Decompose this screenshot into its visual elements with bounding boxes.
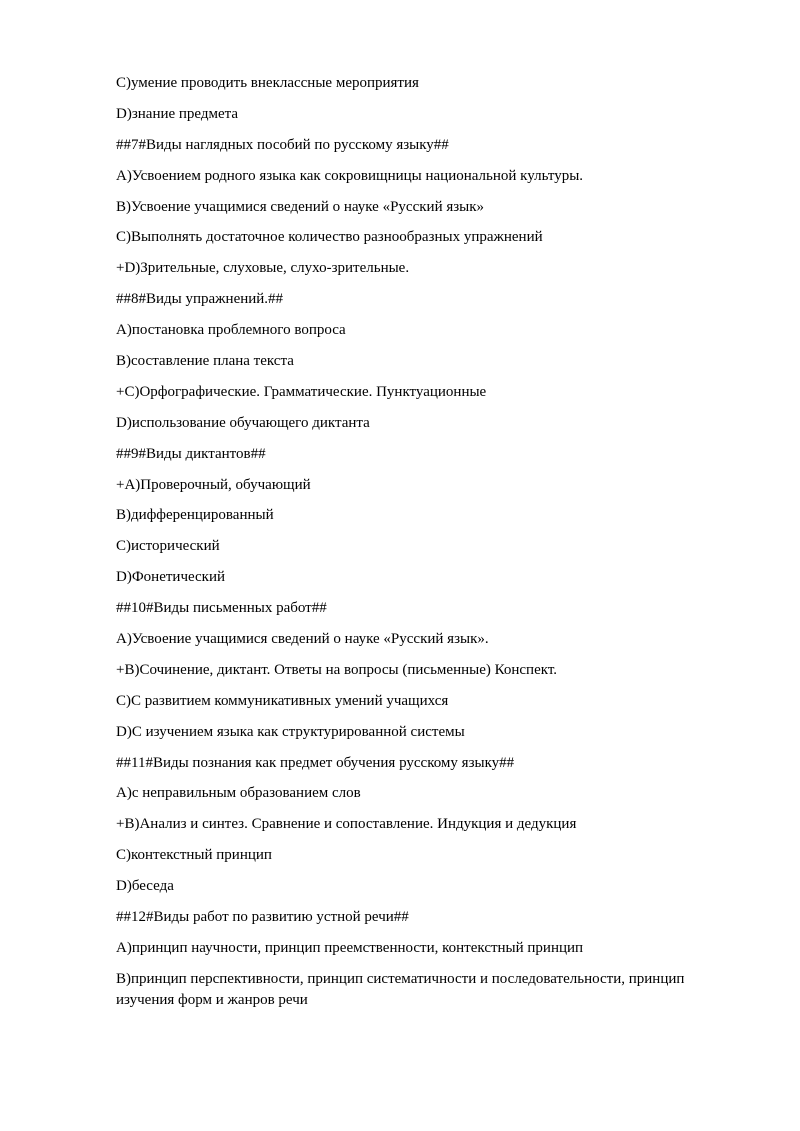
- answer-option: C)контекстный принцип: [116, 847, 272, 864]
- answer-option: D)беседа: [116, 878, 174, 895]
- document-body: [116, 73, 736, 1022]
- answer-option: A)постановка проблемного вопроса: [116, 322, 346, 339]
- answer-option: C)умение проводить внеклассные мероприятия: [116, 75, 419, 91]
- answer-option: D)Фонетический: [116, 569, 226, 586]
- question-heading: ##7#Виды наглядных пособий по русскому языку##: [116, 136, 449, 153]
- answer-option: C)Выполнять достаточное количество разнообразных упражнений: [116, 229, 543, 246]
- answer-option-correct: +D)Зрительные, слуховые, слухо-зрительные.: [116, 260, 410, 277]
- answer-option: B)принцип перспективности, принцип систематичности и последовательности, принцип изучения форм и жанров речи: [116, 970, 685, 1008]
- answer-option: B)Усвоение учащимися сведений о науке «Русский язык»: [116, 198, 485, 215]
- question-heading: ##9#Виды диктантов##: [116, 445, 266, 462]
- answer-option: C)исторический: [116, 538, 220, 555]
- question-heading: ##12#Виды работ по развитию устной речи##: [116, 909, 409, 926]
- answer-option: D)знание предмета: [116, 105, 239, 122]
- answer-option: A)с неправильным образованием слов: [116, 785, 361, 802]
- answer-option: A)принцип научности, принцип преемственности, контекстный принцип: [116, 939, 584, 956]
- answer-option: D)использование обучающего диктанта: [116, 414, 370, 431]
- question-heading: ##10#Виды письменных работ##: [116, 600, 327, 617]
- answer-option: B)составление плана текста: [116, 353, 294, 370]
- question-heading: ##11#Виды познания как предмет обучения русскому языку##: [116, 754, 515, 771]
- answer-option-correct: +B)Сочинение, диктант. Ответы на вопросы (письменные) Конспект.: [116, 661, 557, 678]
- answer-option: A)Усвоением родного языка как сокровищницы национальной культуры.: [116, 167, 584, 184]
- answer-option-correct: +A)Проверочный, обучающий: [116, 476, 311, 493]
- answer-option: D)С изучением языка как структурированной системы: [116, 723, 465, 740]
- answer-option: C)С развитием коммуникативных умений учащихся: [116, 692, 449, 709]
- answer-option-correct: +B)Анализ и синтез. Сравнение и сопоставление. Индукция и дедукция: [116, 816, 577, 833]
- answer-option: A)Усвоение учащимися сведений о науке «Русский язык».: [116, 631, 489, 648]
- answer-option: B)дифференцированный: [116, 507, 274, 524]
- answer-option-correct: +C)Орфографические. Грамматические. Пунктуационные: [116, 383, 487, 400]
- question-heading: ##8#Виды упражнений.##: [116, 291, 284, 308]
